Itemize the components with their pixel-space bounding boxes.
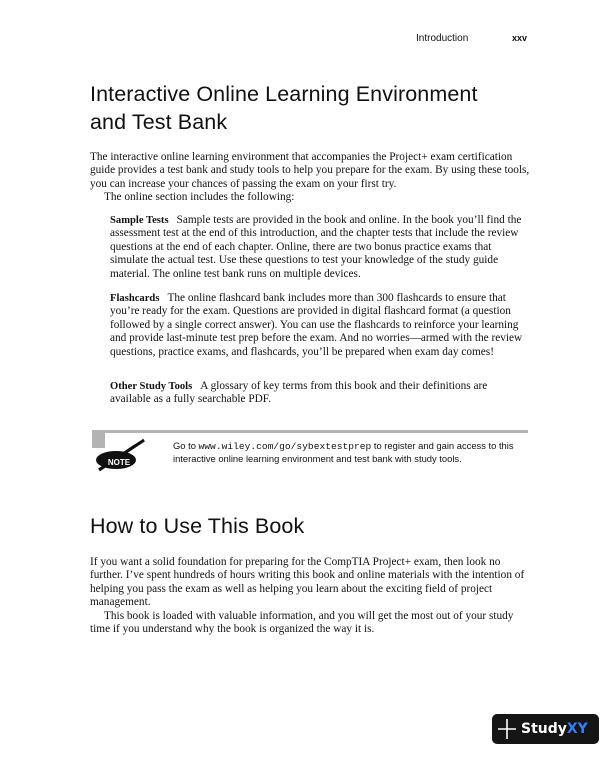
note-prefix: Go to — [173, 440, 199, 451]
note-text — [173, 440, 523, 466]
term-other-study-tools: Other Study Tools — [110, 381, 193, 392]
page-number: xxv — [512, 33, 528, 43]
running-head-section: Introduction — [416, 33, 469, 44]
intro-paragraph: The interactive online learning environment that accompanies the Project+ exam certification guide provides a test bank and study tools to help you prepare for the exam. By using these tools, you can increase your chances of passing the exam on your first try. — [90, 151, 530, 190]
logo-study: Study — [521, 721, 567, 737]
logo-xy: XY — [566, 721, 588, 737]
list-item-other-study-tools — [110, 380, 530, 407]
plus-icon — [498, 719, 516, 739]
online-section-paragraph: The online section includes the following: — [104, 191, 295, 203]
definition-other-study-tools: A glossary of key terms from this book and their definitions are available as a fully searchable PDF. — [110, 380, 488, 406]
studyxy-logo-text — [521, 720, 588, 738]
how-to-paragraph-2: This book is loaded with valuable information, and you will get the most out of your study time if you understand why the book is organized the way it is. — [90, 610, 514, 636]
term-sample-tests: Sample Tests — [110, 215, 169, 226]
term-flashcards: Flashcards — [110, 293, 160, 304]
note-icon-label: NOTE — [107, 458, 131, 467]
running-head — [0, 33, 612, 47]
studyxy-watermark[interactable] — [492, 714, 599, 744]
note-rule — [92, 430, 528, 433]
definition-flashcards: The online flashcard bank includes more than 300 flashcards to ensure that you’re ready for the exam. Questions are provided in digital flashcard format (a question followed by a single correct answer). You can use the flashcards to reinforce your learning and provide last-minute test prep before the exam. And no worries—armed with the review questions, practice exams, and flashcards, you’ll be prepared when exam day comes! — [110, 292, 523, 358]
how-to-paragraph-1: If you want a solid foundation for preparing for the CompTIA Project+ exam, then look no further. I’ve spent hundreds of hours writing this book and online materials with the intention of helping you pass the exam as well as helping you learn about the exciting field of project management. — [90, 556, 525, 609]
note-pen-icon — [94, 438, 148, 472]
section-heading-online-learning: Interactive Online Learning Environment and Test Bank — [90, 82, 478, 134]
note-suffix: to register and gain access to this interactive online learning environment and test bank with study tools. — [173, 440, 514, 465]
list-item-flashcards — [110, 292, 530, 359]
note-callout — [92, 430, 528, 490]
definition-sample-tests: Sample tests are provided in the book and online. In the book you’ll find the assessment test at the end of this introduction, and the chapter tests that include the review questions at the end of each chapter. Online, there are two bonus practice exams that simulate the actual test. Use these questions to test your knowledge of the study guide material. The online test bank runs on multiple devices. — [110, 214, 522, 280]
note-url-link[interactable]: www.wiley.com/go/sybextestprep — [198, 441, 372, 452]
list-item-sample-tests — [110, 214, 530, 281]
section-heading-how-to-use: How to Use This Book — [90, 514, 305, 538]
